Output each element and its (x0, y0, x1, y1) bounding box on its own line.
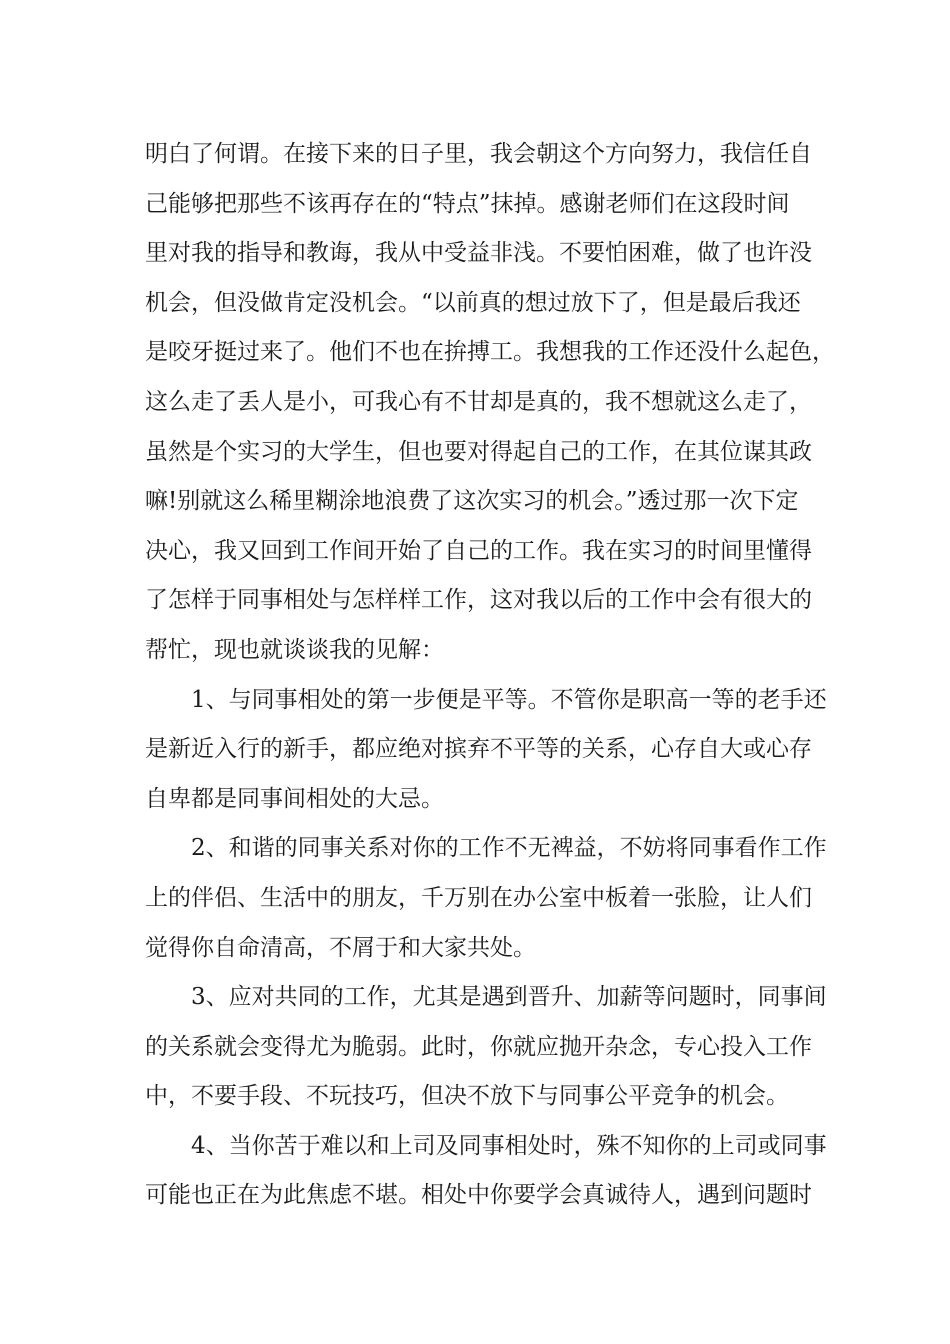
text-line: 上的伴侣、生活中的朋友，千万别在办公室中板着一张脸，让人们 (145, 884, 812, 911)
list-item-1-line: 1、与同事相处的第一步便是平等。不管你是职高一等的老手还 (191, 686, 827, 713)
text-line: 自卑都是同事间相处的大忌。 (145, 785, 444, 812)
text-line: 决心，我又回到工作间开始了自己的工作。我在实习的时间里懂得 (145, 537, 812, 564)
body-text (145, 130, 835, 1221)
text-line: 可能也正在为此焦虑不堪。相处中你要学会真诚待人，遇到问题时 (145, 1182, 812, 1209)
text-line: 的关系就会变得尤为脆弱。此时，你就应抛开杂念，专心投入工作 (145, 1033, 812, 1060)
text-line: 中，不要手段、不玩技巧，但决不放下与同事公平竞争的机会。 (145, 1083, 789, 1110)
text-line: 觉得你自命清高，不屑于和大家共处。 (145, 934, 536, 961)
text-line: 己能够把那些不该再存在的“特点”抹掉。感谢老师们在这段时间 (145, 190, 790, 217)
text-line: 这么走了丢人是小，可我心有不甘却是真的，我不想就这么走了， (145, 388, 812, 415)
text-line: 是咬牙挺过来了。他们不也在拚搏工。我想我的工作还没什么起色， (145, 339, 835, 366)
list-item-2-line: 2、和谐的同事关系对你的工作不无裨益，不妨将同事看作工作 (191, 835, 827, 862)
list-item-3-line: 3、应对共同的工作，尤其是遇到晋升、加薪等问题时，同事间 (191, 984, 827, 1011)
text-line: 里对我的指导和教诲，我从中受益非浅。不要怕困难，做了也许没 (145, 240, 812, 267)
list-item-4-line: 4、当你苦于难以和上司及同事相处时，殊不知你的上司或同事 (191, 1132, 827, 1159)
text-line: 是新近入行的新手，都应绝对摈弃不平等的关系，心存自大或心存 (145, 736, 812, 763)
text-line: 了怎样于同事相处与怎样样工作，这对我以后的工作中会有很大的 (145, 587, 812, 614)
text-line: 帮忙，现也就谈谈我的见解： (145, 636, 444, 663)
text-line: 嘛!别就这么稀里糊涂地浪费了这次实习的机会。”透过那一次下定 (145, 488, 799, 515)
text-line: 机会，但没做肯定没机会。“以前真的想过放下了，但是最后我还 (145, 289, 801, 316)
text-line: 虽然是个实习的大学生，但也要对得起自己的工作，在其位谋其政 (145, 438, 812, 465)
text-line: 明白了何谓。在接下来的日子里，我会朝这个方向努力，我信任自 (145, 141, 812, 167)
